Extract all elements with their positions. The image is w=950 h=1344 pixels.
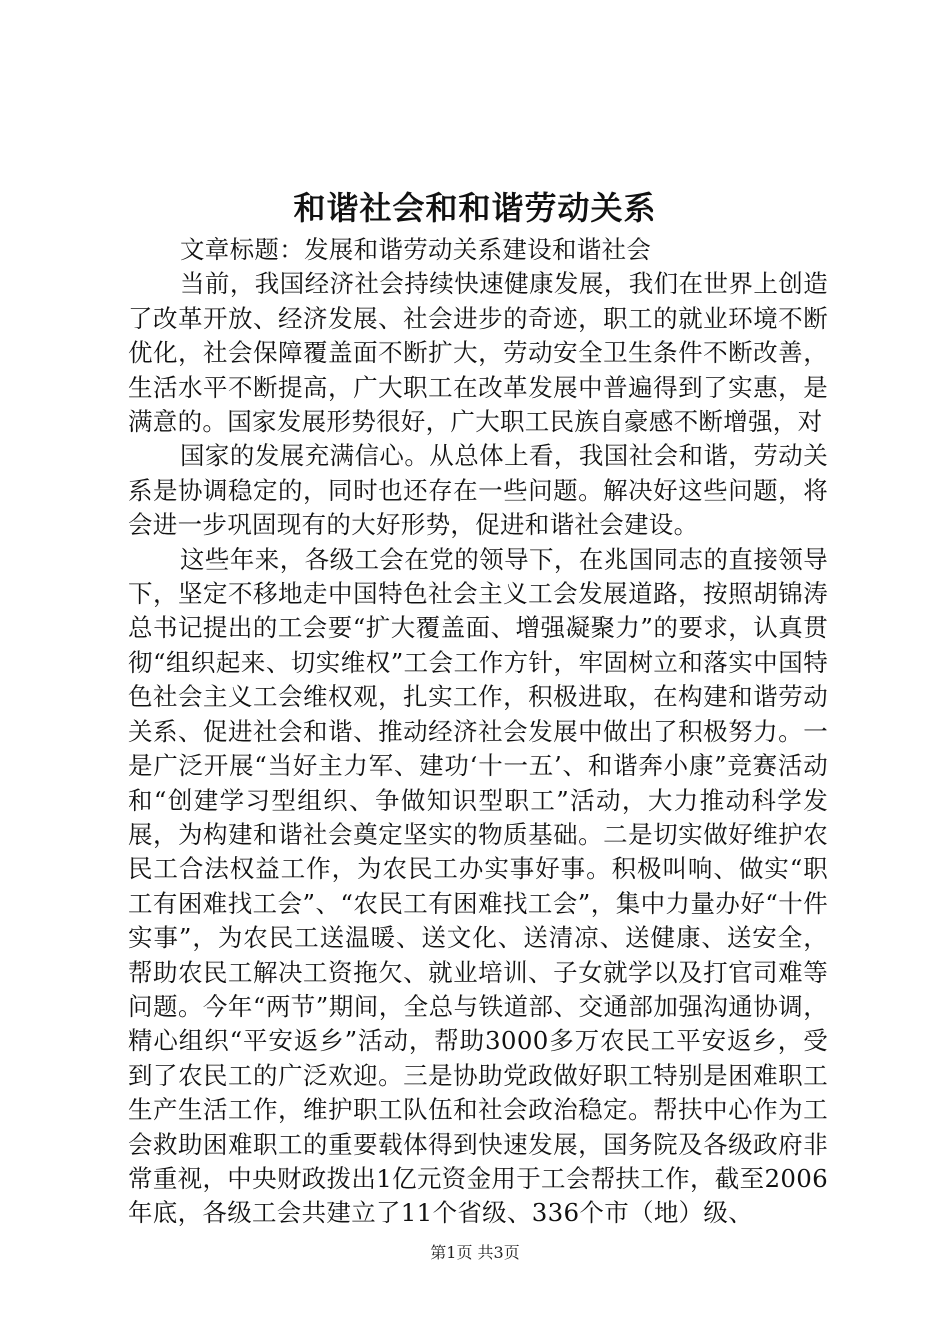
paragraph: 当前，我国经济社会持续快速健康发展，我们在世界上创造了改革开放、经济发展、社会进步的奇迹，职工的就业环境不断优化，社会保障覆盖面不断扩大，劳动安全卫生条件不断改善，生活水平不断提高，广大职工在改革发展中普遍得到了实惠，是满意的。国家发展形势很好，广大职工民族自豪感不断增强，对 bbox=[128, 269, 828, 437]
paragraph: 国家的发展充满信心。从总体上看，我国社会和谐，劳动关系是协调稳定的，同时也还存在一些问题。解决好这些问题，将会进一步巩固现有的大好形势，促进和谐社会建设。 bbox=[128, 441, 828, 540]
document-body bbox=[128, 233, 828, 1231]
document-title: 和谐社会和和谐劳动关系 bbox=[293, 189, 657, 227]
page-number-footer: 第1页 共3页 bbox=[430, 1243, 520, 1262]
paragraph: 这些年来，各级工会在党的领导下，在兆国同志的直接领导下，坚定不移地走中国特色社会主义工会发展道路，按照胡锦涛总书记提出的工会要“扩大覆盖面、增强凝聚力”的要求，认真贯彻“组织起来、切实维权”工会工作方针，牢固树立和落实中国特色社会主义工会维权观，扎实工作，积极进取，在构建和谐劳动关系、促进社会和谐、推动经济社会发展中做出了积极努力。一是广泛开展“当好主力军、建功‘十一五’、和谐奔小康”竞赛活动和“创建学习型组织、争做知识型职工”活动，大力推动科学发展，为构建和谐社会奠定坚实的物质基础。二是切实做好维护农民工合法权益工作，为农民工办实事好事。积极叫响、做实“职工有困难找工会”、“农民工有困难找工会”，集中力量办好“十件实事”，为农民工送温暖、送文化、送清凉、送健康、送安全，帮助农民工解决工资拖欠、就业培训、子女就学以及打官司难等问题。今年“两节”期间，全总与铁道部、交通部加强沟通协调，精心组织“平安返乡”活动，帮助3000多万农民工平安返乡，受到了农民工的广泛欢迎。三是协助党政做好职工特别是困难职工生产生活工作，维护职工队伍和社会政治稳定。帮扶中心作为工会救助困难职工的重要载体得到快速发展，国务院及各级政府非常重视，中央财政拨出1亿元资金用于工会帮扶工作，截至2006年底，各级工会共建立了11个省级、336个市（地）级、 bbox=[128, 544, 829, 1228]
article-title-line: 文章标题：发展和谐劳动关系建设和谐社会 bbox=[180, 235, 652, 264]
